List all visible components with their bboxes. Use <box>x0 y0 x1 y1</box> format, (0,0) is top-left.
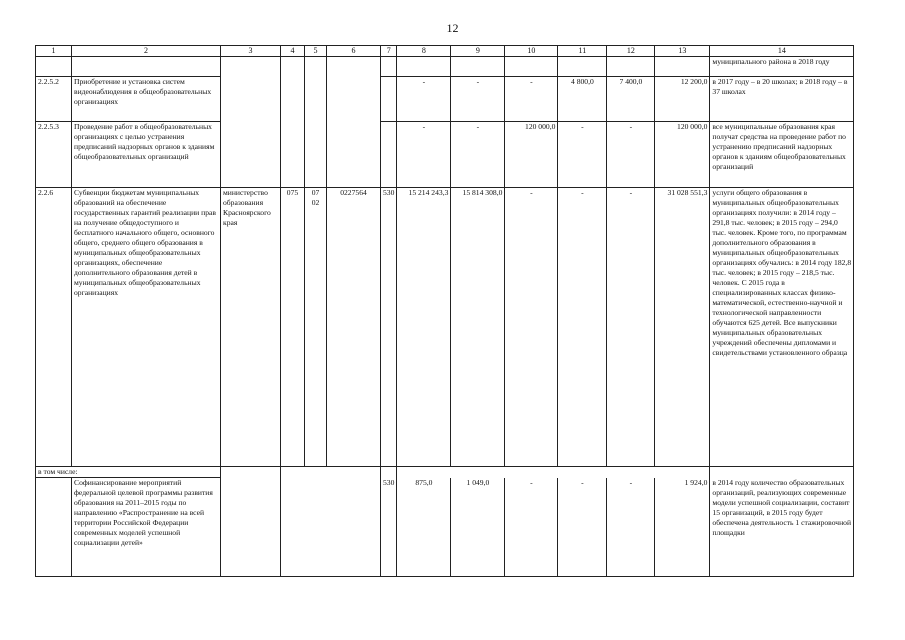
table-row <box>36 122 854 188</box>
total-cell: 31 028 551,3 <box>655 188 710 467</box>
item-name: Проведение работ в общеобразовательных организациях с целью устранения предписаний надзорных органов к зданиям общеобразовательных организаций <box>72 122 221 188</box>
col-header: 11 <box>558 46 607 57</box>
result-cell: в 2017 году – в 20 школах; в 2018 году – в 37 школах <box>710 77 854 122</box>
result-cell: муниципального района в 2018 году <box>710 57 854 77</box>
table-row <box>36 57 854 77</box>
col-header: 5 <box>305 46 327 57</box>
col-header: 12 <box>607 46 655 57</box>
code-cell: 530 <box>381 188 397 467</box>
value-cell: - <box>607 478 655 577</box>
col-header: 9 <box>451 46 505 57</box>
table-row <box>36 188 854 467</box>
item-name: Софинансирование мероприятий федеральной целевой программы развития образования на 2011–2015 годы по направлению «Распространение на всей территории Российской Федерации современных моделей успешной социализации детей» <box>72 478 221 577</box>
item-name: Субвенции бюджетам муниципальных образований на обеспечение государственных гарантий реализации прав на получение общедоступного и бесплатного начального общего, основного общего, среднего общего образования в муниципальных общеобразовательных организациях, обеспечение дополнительного образования детей в муниципальных общеобразовательных организациях <box>72 188 221 467</box>
item-number: 2.2.5.2 <box>36 77 72 122</box>
result-cell: все муниципальные образования края получат средства на проведение работ по устранению предписаний надзорных органов к зданиям общеобразовательных организаций <box>710 122 854 188</box>
program-table <box>35 45 854 577</box>
col-header: 8 <box>397 46 451 57</box>
result-cell: услуги общего образования в муниципальных общеобразовательных организациях получили: в 2014 году – 291,8 тыс. человек; в 2015 году – 294,0 тыс. человек. Кроме того, по программам дополнительного образования в муниципальных общеобразовательных организациях обучались: в 2014 году 182,8 тыс. человек; в 2015 году – 218,5 тыс. человек. С 2015 года в специализированных классах физико-математической, естественно-научной и технологической направленности обучаются 625 детей. Все выпускники муниципальных образовательных учреждений обеспечены дипломами и свидетельствами установленного образца <box>710 188 854 467</box>
code-cell: 07 02 <box>305 188 327 467</box>
col-header: 13 <box>655 46 710 57</box>
item-number: 2.2.6 <box>36 188 72 467</box>
value-cell: - <box>505 188 558 467</box>
col-header: 2 <box>72 46 221 57</box>
col-header: 7 <box>381 46 397 57</box>
value-cell: - <box>505 77 558 122</box>
code-cell: 0227564 <box>327 188 381 467</box>
value-cell: - <box>451 77 505 122</box>
header-row <box>36 46 854 57</box>
value-cell: - <box>558 478 607 577</box>
table-row <box>36 467 854 478</box>
value-cell: 15 814 308,0 <box>451 188 505 467</box>
page-number: 12 <box>446 21 459 35</box>
code-cell: 075 <box>281 188 305 467</box>
value-cell: 4 800,0 <box>558 77 607 122</box>
col-header: 14 <box>710 46 854 57</box>
table-row <box>36 478 854 577</box>
value-cell: 7 400,0 <box>607 77 655 122</box>
col-header: 1 <box>36 46 72 57</box>
item-number: 2.2.5.3 <box>36 122 72 188</box>
col-header: 6 <box>327 46 381 57</box>
table-row <box>36 77 854 122</box>
value-cell: - <box>558 188 607 467</box>
result-cell: в 2014 году количество образовательных организаций, реализующих современные модели успешной социализации, составит 15 организаций, в 2015 году будет обеспечена деятельность 1 стажировочной площадки <box>710 478 854 577</box>
value-cell: - <box>607 188 655 467</box>
value-cell: - <box>505 478 558 577</box>
col-header: 10 <box>505 46 558 57</box>
value-cell: - <box>607 122 655 188</box>
value-cell: - <box>397 77 451 122</box>
col-header: 4 <box>281 46 305 57</box>
value-cell: - <box>451 122 505 188</box>
subsection-label: в том числе: <box>36 467 221 478</box>
total-cell: 12 200,0 <box>655 77 710 122</box>
col-header: 3 <box>221 46 281 57</box>
value-cell: 15 214 243,3 <box>397 188 451 467</box>
value-cell: 875,0 <box>397 478 451 577</box>
value-cell: 1 049,0 <box>451 478 505 577</box>
responsible-cell: министерство образования Красноярского края <box>221 188 281 467</box>
value-cell: - <box>558 122 607 188</box>
value-cell: 120 000,0 <box>505 122 558 188</box>
code-cell: 530 <box>381 478 397 577</box>
total-cell: 120 000,0 <box>655 122 710 188</box>
item-name: Приобретение и установка систем видеонаблюдения в общеобразовательных организациях <box>72 77 221 122</box>
value-cell: - <box>397 122 451 188</box>
total-cell: 1 924,0 <box>655 478 710 577</box>
